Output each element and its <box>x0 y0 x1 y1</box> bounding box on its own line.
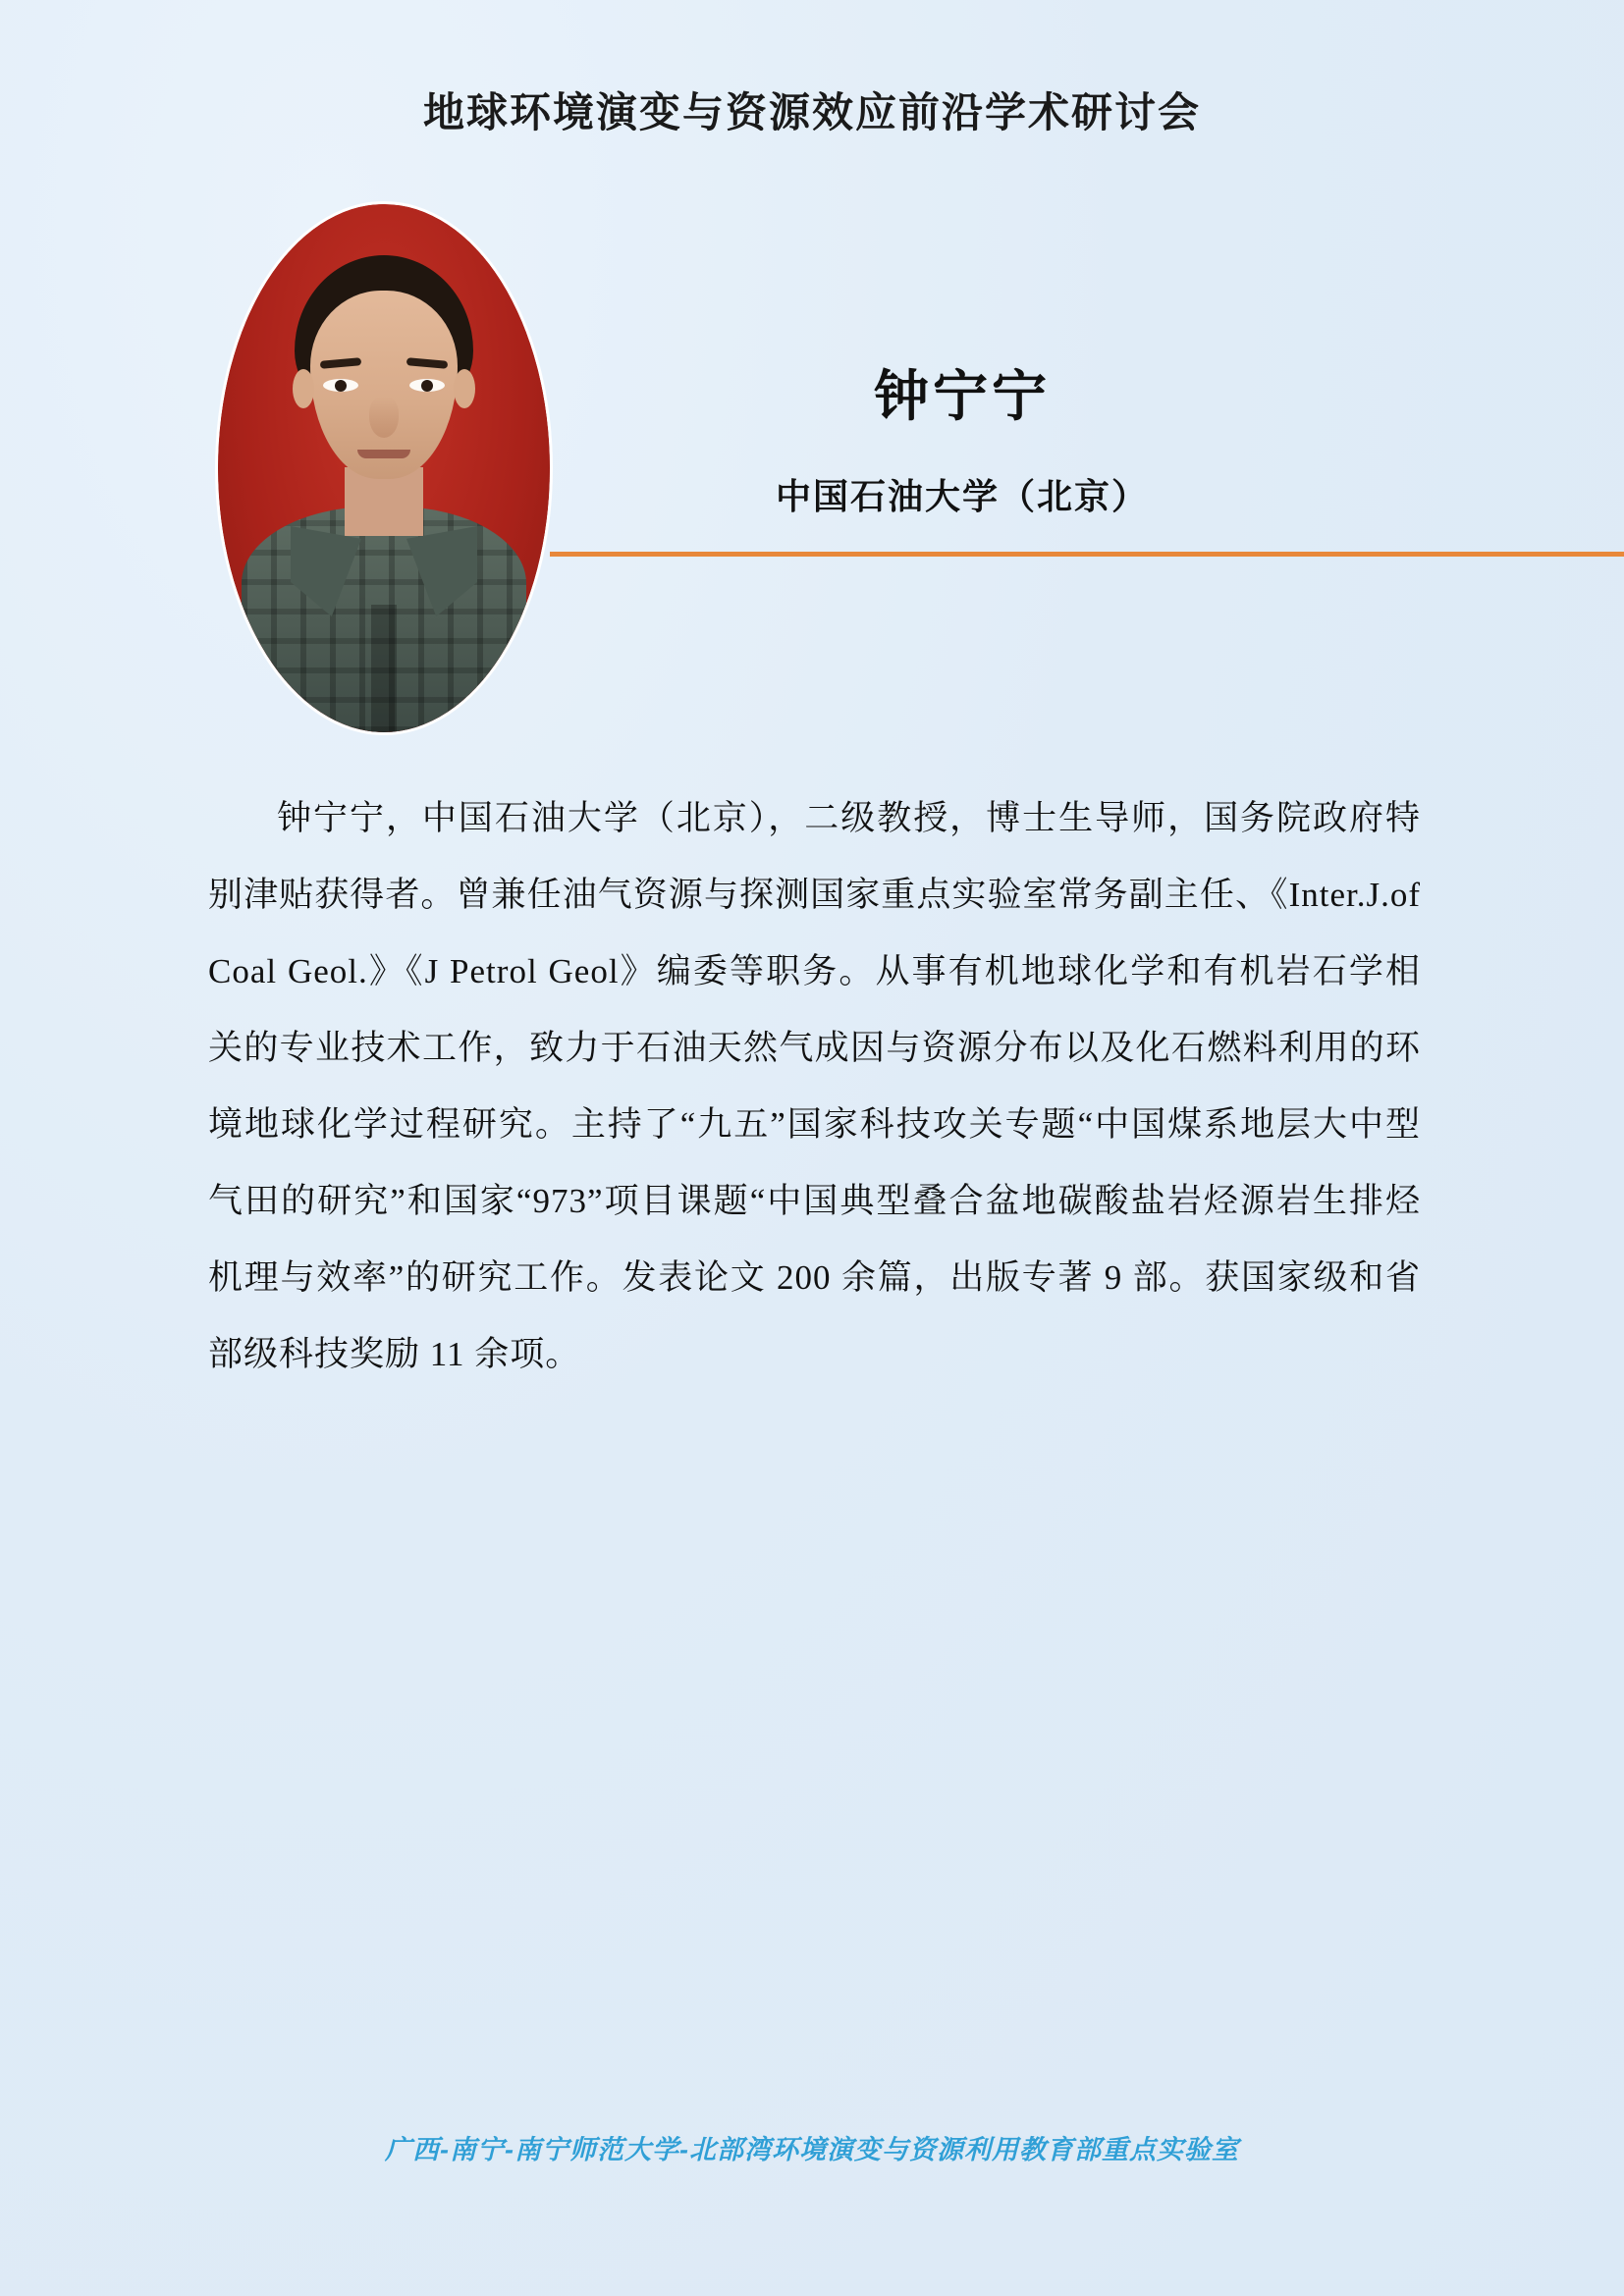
speaker-affiliation: 中国石油大学（北京） <box>775 477 1149 516</box>
portrait-mouth <box>357 450 410 458</box>
portrait-photo <box>218 204 550 732</box>
portrait-ear-left <box>293 369 314 408</box>
portrait-nose <box>369 397 399 438</box>
header-divider <box>550 552 1624 557</box>
footer-text: 广西-南宁-南宁师范大学-北部湾环境演变与资源利用教育部重点实验室 <box>385 2135 1239 2164</box>
avatar <box>218 204 550 732</box>
portrait-eye-right <box>409 379 445 392</box>
portrait-ear-right <box>454 369 475 408</box>
page-title: 地球环境演变与资源效应前沿学术研讨会 <box>422 91 1201 136</box>
portrait-eye-left <box>323 379 358 392</box>
speaker-biography: 钟宁宁，中国石油大学（北京），二级教授，博士生导师，国务院政府特别津贴获得者。曾兼任油气资源与探测国家重点实验室常务副主任、《Inter.J.of Coal Geol.》《J Petrol Geol》编委等职务。从事有机地球化学和有机岩石学相关的专业技术工作，致力于石油天然气成因与资源分布以及化石燃料利用的环境地球化学过程研究。主持了“九五”国家科技攻关专题“中国煤系地层大中型气田的研究”和国家“973”项目课题“中国典型叠合盆地碳酸盐岩烃源岩生排烃机理与效率”的研究工作。发表论文 200 余篇，出版专著 9 部。获国家级和省部级科技奖励 11 余项。 <box>208 799 1421 1373</box>
portrait-placket <box>371 605 397 732</box>
speaker-name: 钟宁宁 <box>874 367 1051 428</box>
